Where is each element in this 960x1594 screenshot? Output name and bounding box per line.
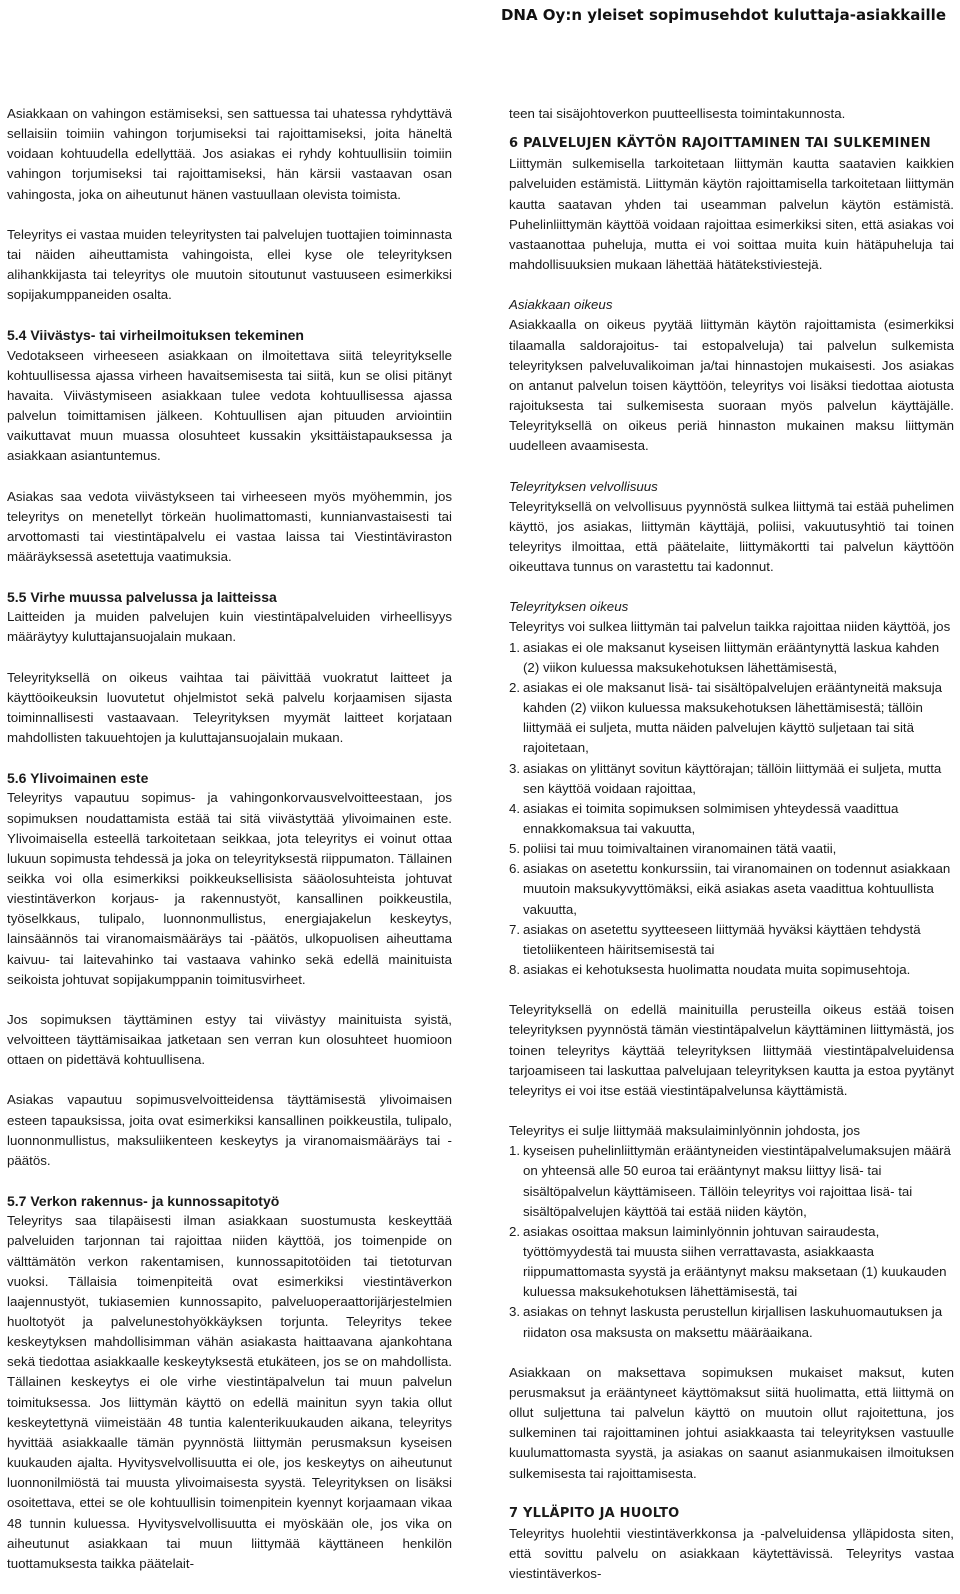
list-item-text: asiakas ei ole maksanut kyseisen liittymän erääntynyttä laskua kahden (2) viikon kuluessa maksukehotuksen lähettämisestä,	[523, 639, 940, 675]
list-item-text: asiakas ei ole maksanut lisä- tai sisältöpalvelujen erääntyneitä maksuja kahden (2) viikon kuluessa maksukehotuksen lähettämisestä; tällöin liittymää ei suljeta, mutta näiden palvelujen käyttö suljetaan tai sitä rajoitetaan,	[523, 679, 943, 756]
list-item-number: 5.	[509, 841, 521, 857]
subheading-operator-right: Teleyrityksen oikeus	[509, 599, 629, 615]
paragraph: Asiakkaalla on oikeus pyytää liittymän käytön rajoittamista (esimerkiksi tilaamalla saldorajoitus- tai estopalveluja) tai palvelun sulkemista teleyrityksen palveluvalikoiman ja/tai hinnastojen mukaisesti. Jos asiakas on antanut palvelun toisen käyttöön, teleyritys voi lisäksi tiedottaa aiotusta rajoituksesta tai sulkemisesta suoraan myös palvelun käyttäjälle. Teleyrityksellä on oikeus periä hinnaston mukainen maksu liittymän uudelleen avaamisesta.	[509, 317, 954, 454]
paragraph: Teleyritys vapautuu sopimus- ja vahingonkorvausvelvoitteestaan, jos sopimuksen noudattamista estää tai sitä viivästyttää ylivoimainen este. Ylivoimaisella esteellä tarkoitetaan seikkaa, jota teleyritys ei voinut ottaa lukuun sopimusta tehdessä ja joka on teleyrityksestä riippumaton. Tällainen seikka voi olla esimerkiksi poikkeuksellisista sääolosuhteista johtuvat viestintäverkon korjaus- ja rakennustyöt, kansallinen poikkeustila, työselkkaus, tulipalo, luonnonmullistus, energiajakelun keskeytys, lainsäännös tai viranomaismääräys tai -päätös, ulkopuolisen aiheuttama kaivuu- tai laitevahinko tai vastaava vahinko sekä edellä mainituista seikoista johtuvat sopijakumppanin toimitusvirheet.	[7, 790, 452, 987]
paragraph: Teleyrityksellä on oikeus vaihtaa tai päivittää vuokratut laitteet ja käyttöoikeuksin luovutetut ohjelmistot sekä palvelu korjaamisen sijasta toiminnallisesti vastaavaan. Teleyrityksen myymät laitteet korjataan mahdollisten takuuehtojen ja kuluttajansuojalain mukaan.	[7, 669, 452, 746]
section-heading-5-7: 5.7 Verkon rakennus- ja kunnossapitotyö	[7, 1193, 280, 1210]
list-item	[509, 1302, 954, 1342]
list-item-number: 3.	[509, 760, 521, 776]
paragraph: Liittymän sulkemisella tarkoitetaan liittymän kautta saatavien kaikkien palveluiden estämistä. Liittymän käytön rajoittamisella tarkoitetaan liittymän kautta saatavan yhden tai useamman palvelun käytön estämistä. Puhelinliittymän käyttöä voidaan rajoittaa esimerkiksi siten, että asiakas voi vastaanottaa puheluja, mutta ei voi soittaa muita kuin hätäpuheluja tai mahdollisuuksien mukaan lähettää hätätekstiviestejä.	[509, 156, 954, 273]
list-item-number: 2.	[509, 1223, 521, 1239]
section-heading-5-6: 5.6 Ylivoimainen este	[7, 770, 149, 787]
paragraph: Teleyritys ei sulje liittymää maksulaiminlyönnin johdosta, jos	[509, 1123, 861, 1139]
list-item-text: asiakas on asetettu syytteeseen liittymää hyväksi käyttäen tehdystä tietoliikenteen häiritsemisestä tai	[523, 921, 921, 957]
list-item	[509, 678, 954, 759]
list-item-text: asiakas on tehnyt laskusta perustellun kirjallisen laskuhuomautuksen ja riidaton osa maksusta on maksettu määräaikana.	[523, 1304, 943, 1340]
page-header	[0, 0, 960, 40]
paragraph: Laitteiden ja muiden palvelujen kuin viestintäpalveluiden virheellisyys määräytyy kuluttajansuojalain mukaan.	[7, 609, 452, 645]
paragraph: Teleyritys ei vastaa muiden teleyritysten tai palvelujen tuottajien toiminnasta tai näiden aiheuttamista vahingoista, ellei kyse ole teleyrityksen alihankkijasta tai teleyritys ole muutoin sitoutunut vastuuseen esimerkiksi sopijakumppaneiden osalta.	[7, 226, 452, 303]
list-item-text: asiakas ei kehotuksesta huolimatta noudata muita sopimusehtoja.	[523, 962, 911, 978]
list-item-number: 6.	[509, 861, 521, 877]
list-item	[509, 638, 954, 678]
paragraph: Teleyritys huolehtii viestintäverkkonsa ja -palveluidensa ylläpidosta siten, että sovittu palvelu on asiakkaan käytettävissä. Teleyritys vastaa viestintäverkos-	[509, 1525, 954, 1582]
list-item	[509, 759, 954, 799]
paragraph: Jos sopimuksen täyttäminen estyy tai viivästyy mainituista syistä, velvoitteen täyttämisaikaa jatketaan sen verran kun olosuhteet huomioon ottaen on pidettävä kohtuullisena.	[7, 1011, 452, 1068]
list-item-number: 1.	[509, 1143, 521, 1159]
paragraph: Asiakkaan on vahingon estämiseksi, sen sattuessa tai uhatessa ryhdyttävä sellaisiin toimiin vahingon torjumiseksi tai rajoittamiseksi, joita häneltä voidaan kohtuudella edellyttää. Jos asiakas ei ryhdy kohtuullisiin toimiin vahingon torjumiseksi tai rajoittamiseksi, hän kärsii vastaavan osan vahingosta, joka on aiheutunut hänen vastuullaan olevista toimista.	[7, 106, 452, 202]
list-item-number: 3.	[509, 1304, 521, 1320]
list-item	[509, 960, 954, 980]
list-item-number: 8.	[509, 962, 521, 978]
list-item-text: asiakas on ylittänyt sovitun käyttörajan; tällöin liittymää ei suljeta, mutta sen käyttöä voidaan rajoittaa,	[523, 760, 942, 796]
list-item-text: asiakas osoittaa maksun laiminlyönnin johtuvan sairaudesta, työttömyydestä tai muusta siihen verrattavasta, asiakkaasta riippumattomasta syystä ja erääntynyt maksu maksetaan (1) kuukauden kuluessa maksukehotuksen lähettämisestä, tai	[523, 1223, 947, 1300]
paragraph: Asiakas saa vedota viivästykseen tai virheeseen myös myöhemmin, jos teleyritys on menetellyt törkeän huolimattomasti, kunnianvastaisesti tai arvottomasti tai viestintäpalvelu ei vastaa laissa tai Viestintäviraston määräyksessä asetettuja vaatimuksia.	[7, 488, 452, 564]
list-item	[509, 920, 954, 960]
list-item	[509, 1141, 954, 1222]
list-item	[509, 1222, 954, 1303]
list-item	[509, 799, 954, 839]
list-item-number: 1.	[509, 639, 521, 655]
list-item-text: asiakas on asetettu konkurssiin, tai viranomainen on todennut asiakkaan muutoin maksukyvyttömäksi, eikä asiakas aseta vaadittua kohtuullista vakuutta,	[523, 861, 951, 917]
numbered-list-no-closure	[509, 1141, 954, 1343]
section-heading-5-4: 5.4 Viivästys- tai virheilmoituksen tekeminen	[7, 327, 304, 344]
left-column	[7, 104, 452, 1594]
list-item-number: 4.	[509, 800, 521, 816]
list-item-number: 7.	[509, 921, 521, 937]
paragraph: Asiakkaan on maksettava sopimuksen mukaiset maksut, kuten perusmaksut ja erääntyneet käyttömaksut siitä huolimatta, että liittymä on ollut suljettuna tai palvelun käyttö on muutoin ollut rajoitettuna, jos sulkeminen tai rajoittaminen johtui asiakkaasta tai teleyrityksen vastuulle kuulumattomasta syystä, ja asiakas on saanut asianmukaisen ilmoituksen sulkemisesta tai rajoittamisesta.	[509, 1364, 954, 1481]
subheading-customer-right: Asiakkaan oikeus	[509, 297, 613, 313]
list-item	[509, 859, 954, 919]
paragraph: Teleyrityksellä on velvollisuus pyynnöstä sulkea liittymä tai estää puhelimen käyttö, jos asiakas, liittymän käyttäjä, poliisi, vakuutusyhtiö tai toinen teleyritys ilmoittaa, että päätelaite, liittymäkortti tai palvelun käyttöön oikeuttava tunnus on varastettu tai kadonnut.	[509, 498, 954, 575]
paragraph: Vedotakseen virheeseen asiakkaan on ilmoitettava siitä teleyritykselle kohtuullisessa ajassa virheen havaitsemisesta tai siitä, kun se olisi pitänyt havaita. Viivästymiseen asiakkaan tulee vedota kohtuullisessa ajassa palvelun toimittamisen jälkeen. Kohtuullisen ajan pituuden arviointiin vaikuttavat muun muassa olosuhteet kussakin yksittäistapauksessa ja asiakkaan asiantuntemus.	[7, 347, 452, 464]
section-heading-5-5: 5.5 Virhe muussa palvelussa ja laitteissa	[7, 589, 277, 606]
section-heading-6: 6 PALVELUJEN KÄYTÖN RAJOITTAMINEN TAI SULKEMINEN	[509, 136, 931, 152]
paragraph: teen tai sisäjohtoverkon puutteellisesta toimintakunnosta.	[509, 106, 846, 121]
numbered-list-closure-grounds	[509, 638, 954, 981]
paragraph: Teleyritys voi sulkea liittymän tai palvelun taikka rajoittaa niiden käyttöä, jos	[509, 619, 951, 635]
list-item-text: poliisi tai muu toimivaltainen viranomainen tätä vaatii,	[523, 841, 837, 857]
paragraph: Teleyrityksellä on edellä mainituilla perusteilla oikeus estää toisen teleyrityksen pyynnöstä tämän viestintäpalvelun käyttäminen liittymästä, jos toinen teleyritys käyttää teleyrityksen liittymää viestintäpalveluidensa tarjoamiseen tai laskuttaa palvelujaan teleyrityksen kautta ja estoa pyytänyt teleyritys ei voi itse estää viestintäpalvelunsa käyttämistä.	[509, 1002, 954, 1098]
paragraph: Asiakas vapautuu sopimusvelvoitteidensa täyttämisestä ylivoimaisen esteen tapauksissa, joita ovat esimerkiksi kansallinen poikkeustila, tulipalo, luonnonmullistus, maksuliikenteen keskeytys ja viranomaismääräys tai -päätös.	[7, 1092, 452, 1168]
right-column	[509, 104, 954, 1584]
list-item-text: kyseisen puhelinliittymän erääntyneiden viestintäpalvelumaksujen määrä on yhteensä alle 50 euroa tai erääntynyt maksu liittyy lisä- tai sisältöpalvelun käyttämiseen. Tällöin teleyritys voi rajoittaa lisä- tai sisältöpalvelujen käyttöä tai estää niiden käytön,	[523, 1143, 951, 1219]
subheading-operator-obligation: Teleyrityksen velvollisuus	[509, 478, 658, 494]
list-item-number: 2.	[509, 679, 521, 695]
list-item-text: asiakas ei toimita sopimuksen solmimisen yhteydessä vaadittua ennakkomaksua tai vakuutta,	[523, 800, 899, 836]
section-heading-7: 7 YLLÄPITO JA HUOLTO	[509, 1505, 680, 1521]
document-title: DNA Oy:n yleiset sopimusehdot kuluttaja-asiakkaille	[500, 6, 946, 24]
paragraph: Teleyritys saa tilapäisesti ilman asiakkaan suostumusta keskeyttää palveluiden tarjonnan tai rajoittaa niiden käyttöä, jos toimenpide on välttämätön verkon rakentamisen, kunnossapitotöiden tai tietoturvan vuoksi. Tällaisia toimenpiteitä ovat esimerkiksi viestintäverkon laajennustyöt, tukiasemien kunnossapito, palveluoperaattorijärjestelmien huoltotyöt ja palvelunestohyökkäyksen torjunta. Teleyritys tekee keskeytyksen mahdollisimman vähän asiakasta haittaavana ajankohtana sekä tiedottaa asiakkaalle keskeytyksestä etukäteen, jos se on mahdollista. Tällainen keskeytys ei ole virhe viestintäpalvelun tai muun palvelun toimituksessa. Jos liittymän käyttö on edellä mainitun syyn takia ollut keskeytettynä viimeistään 48 tuntia kalenterikuukauden aikana, teleyritys hyvittää asiakkaalle tämän pyynnöstä liittymän perusmaksun kyseisen kuukauden ajalta. Hyvitysvelvollisuutta ei ole, jos keskeytys on aiheutunut luonnonilmiöstä tai muusta ylivoimaisesta syystä. Teleyrityksen on lisäksi osoitettava, ettei se ole kohtuullisin toimenpitein kyennyt korjaamaan vikaa 48 tunnin kuluessa. Hyvitysvelvollisuutta ei myöskään ole, jos vika on aiheutunut asiakkaan tai muun liittymää käyttäneen henkilön tuottamuksesta taikka päätelait-	[7, 1213, 452, 1571]
list-item	[509, 839, 954, 859]
